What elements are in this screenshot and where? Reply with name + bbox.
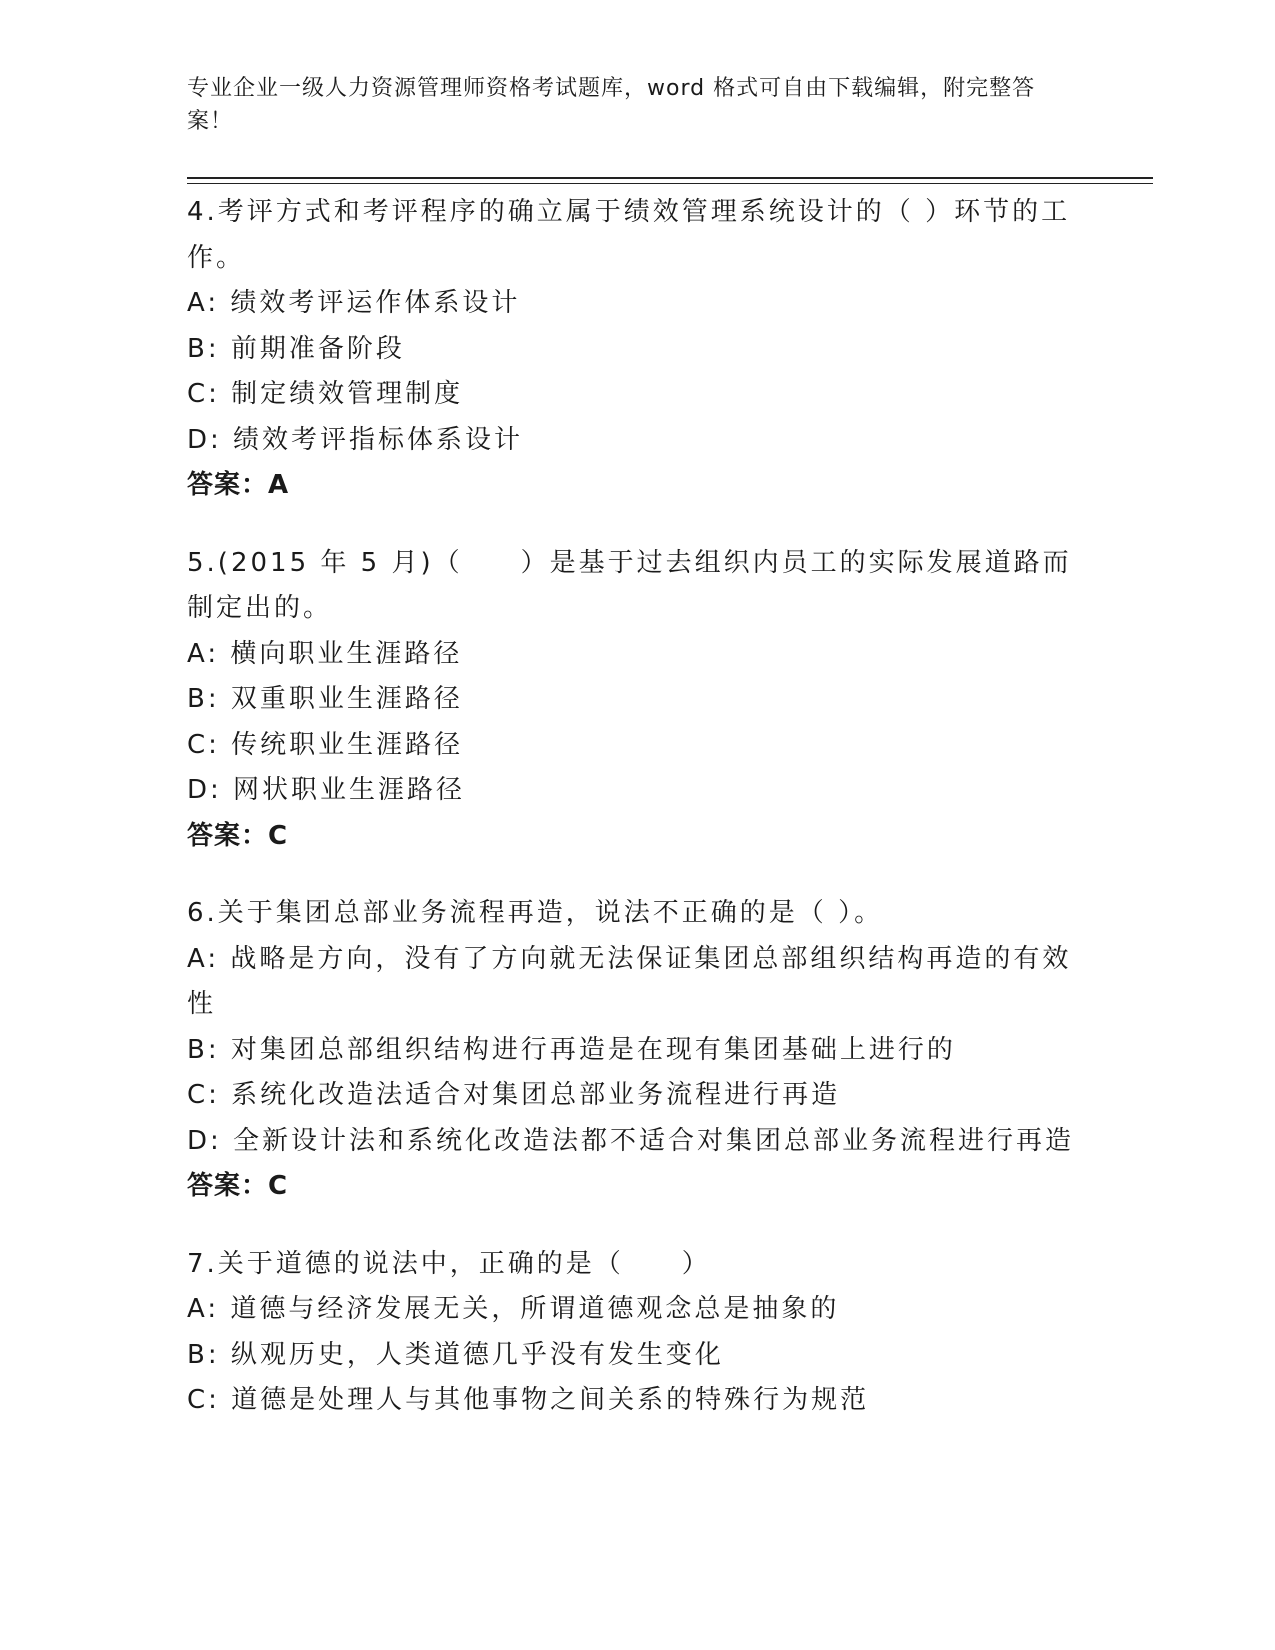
header-divider	[187, 177, 1153, 179]
question-stem: 5.(2015 年 5 月)（ ）是基于过去组织内员工的实际发展道路而制定出的。	[187, 547, 1072, 623]
question-6	[187, 891, 1087, 1210]
option-a: A: 战略是方向，没有了方向就无法保证集团总部组织结构再造的有效性	[187, 943, 1072, 1019]
question-4	[187, 190, 1087, 509]
option-c: C: 道德是处理人与其他事物之间关系的特殊行为规范	[187, 1385, 870, 1415]
question-stem: 4.考评方式和考评程序的确立属于绩效管理系统设计的（ ）环节的工作。	[187, 197, 1071, 273]
option-c: C: 传统职业生涯路径	[187, 729, 464, 760]
option-d: D: 全新设计法和系统化改造法都不适合对集团总部业务流程进行再造	[187, 1125, 1075, 1156]
option-b: B: 前期准备阶段	[187, 333, 405, 364]
option-d: D: 绩效考评指标体系设计	[187, 424, 524, 455]
answer: 答案：C	[187, 1171, 289, 1201]
option-b: B: 对集团总部组织结构进行再造是在现有集团基础上进行的	[187, 1034, 956, 1065]
question-stem: 7.关于道德的说法中，正确的是（ ）	[187, 1248, 711, 1279]
answer: 答案：C	[187, 820, 289, 851]
question-stem: 6.关于集团总部业务流程再造，说法不正确的是（ ）。	[187, 898, 884, 928]
option-c: C: 系统化改造法适合对集团总部业务流程进行再造	[187, 1080, 841, 1110]
option-d: D: 网状职业生涯路径	[187, 775, 466, 805]
option-b: B: 双重职业生涯路径	[187, 684, 463, 714]
page-header: 专业企业一级人力资源管理师资格考试题库，word 格式可自由下载编辑，附完整答案！	[187, 76, 1036, 134]
option-b: B: 纵观历史，人类道德几乎没有发生变化	[187, 1339, 724, 1370]
header-divider-thin	[187, 183, 1153, 184]
option-c: C: 制定绩效管理制度	[187, 379, 464, 409]
question-7	[187, 1242, 1087, 1424]
answer: 答案：A	[187, 470, 290, 500]
option-a: A: 道德与经济发展无关，所谓道德观念总是抽象的	[187, 1294, 840, 1324]
option-a: A: 横向职业生涯路径	[187, 638, 463, 669]
question-list	[187, 190, 1087, 1456]
option-a: A: 绩效考评运作体系设计	[187, 288, 521, 318]
question-5	[187, 541, 1087, 860]
